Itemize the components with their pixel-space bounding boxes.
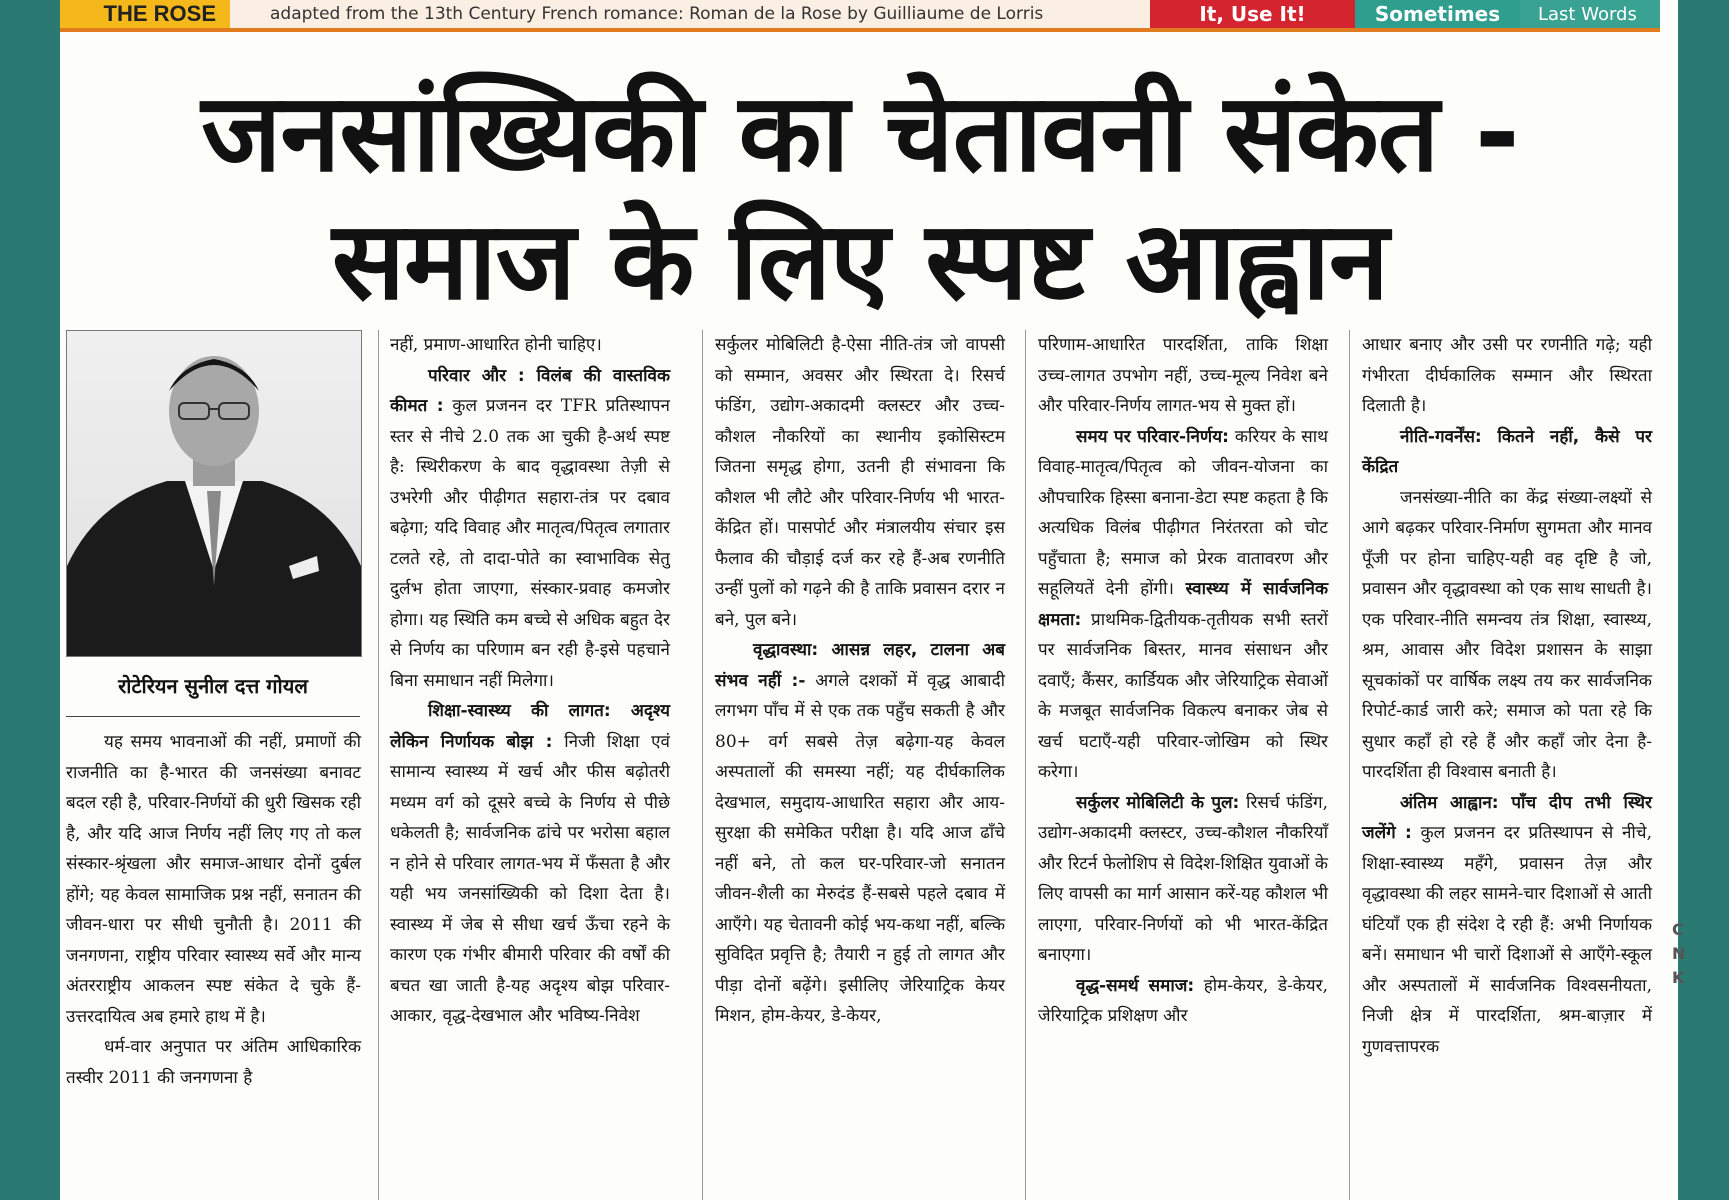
article-column-1 [66, 727, 361, 1093]
masthead-rule [60, 28, 1660, 32]
article-column-4 [1038, 330, 1328, 1032]
paragraph [1038, 422, 1328, 788]
author-byline: रोटेरियन सुनील दत्त गोयल [118, 674, 308, 698]
article-headline [60, 70, 1660, 326]
paragraph: आधार बनाए और उसी पर रणनीति गढ़े; यही गंभीरता दीर्घकालिक सम्मान और स्थिरता दिलाती है। [1362, 335, 1652, 416]
paragraph-text: कुल प्रजनन दर प्रतिस्थापन से नीचे, शिक्षा-स्वास्थ्य महँगे, प्रवासन तेज़ और वृद्धावस्था की लहर सामने-चार दिशाओं से आती घंटियाँ एक ही संदेश दे रही हैं: अभी निर्णायक बनें। समाधान भी चारों दिशाओं से आएँगे-स्कूल और अस्पतालों में सार्वजनिक विश्वसनीयता, निजी क्षेत्र में पारदर्शिता, श्रम-बाज़ार में गुणवत्तापरक [1362, 823, 1652, 1057]
column-divider [1025, 330, 1026, 1200]
paragraph: नहीं, प्रमाण-आधारित होनी चाहिए। [390, 335, 602, 355]
headline-line-2: समाज के लिए स्पष्ट आह्वान [332, 199, 1388, 324]
rose-label[interactable]: THE ROSE [60, 0, 230, 28]
paragraph [715, 635, 1005, 1032]
article-column-5 [1362, 330, 1652, 1062]
byline-divider [66, 716, 360, 717]
author-photo [66, 330, 362, 657]
column-divider [1349, 330, 1350, 1200]
headline-line-1: जनसांख्यिकी का चेतावनी संकेत - [201, 71, 1519, 196]
article-column-2 [390, 330, 670, 1032]
sometimes-label[interactable]: Sometimes [1355, 0, 1520, 28]
subheading: अंतिम आह्वान: पाँच दीप तभी स्थिर जलेंगे : [1362, 792, 1652, 843]
column-divider [702, 330, 703, 1200]
paragraph: जनसंख्या-नीति का केंद्र संख्या-लक्ष्यों से आगे बढ़कर परिवार-निर्माण सुगमता और मानव पूँजी पर होना चाहिए-यही वह दृष्टि है जो, प्रवासन और वृद्धावस्था को एक साथ साधती है। एक परिवार-नीति समन्वय तंत्र शिक्षा, स्वास्थ्य, श्रम, आवास और विदेश प्रशासन के साझा सूचकांकों पर वार्षिक लक्ष्य तय कर सार्वजनिक रिपोर्ट-कार्ड जारी करे; समाज को पता रहे कि सुधार कहाँ हो रहे हैं और कहाँ जोर देना है-पारदर्शिता ही विश्वास बनाती है। [1362, 487, 1652, 782]
subheading: वृद्धावस्था: आसन्न लहर, टालना अब संभव नहीं :- [715, 640, 1005, 691]
newspaper-page [60, 0, 1686, 1200]
paragraph: परिणाम-आधारित पारदर्शिता, ताकि शिक्षा उच्च-लागत उपभोग नहीं, उच्च-मूल्य निवेश बने और परिवार-निर्णय लागत-भय से मुक्त हों। [1038, 335, 1328, 416]
subheading: नीति-गवर्नेंस: कितने नहीं, कैसे पर केंद्रित [1362, 426, 1652, 477]
column-divider [378, 330, 379, 1200]
adapted-caption: adapted from the 13th Century French romance: Roman de la Rose by Guilliaume de Lorris [230, 0, 1150, 28]
paragraph-text: कुल प्रजनन दर TFR प्रतिस्थापन स्तर से नीचे 2.0 तक आ चुकी है-अर्थ स्पष्ट है: स्थिरीकरण के बाद वृद्धावस्था तेज़ी से उभरेगी और पीढ़ीगत सहारा-तंत्र पर दबाव बढ़ेगा; यदि विवाह और मातृत्व/पितृत्व लगातार टलते रहे, तो दादा-पोते का स्वाभाविक सेतु दुर्लभ होता जाएगा, संस्कार-प्रवाह कमजोर होगा। यह स्थिति कम बच्चे से अधिक बहुत देर से निर्णय का परिणाम बन रही है-इसे पहचाने बिना समाधान नहीं मिलेगा। [390, 396, 670, 691]
paragraph-text: रिसर्च फंडिंग, उद्योग-अकादमी क्लस्टर, उच्च-कौशल नौकरियाँ और रिटर्न फेलोशिप से विदेश-शिक्षित युवाओं के लिए वापसी का मार्ग आसान करें-यह कौशल भी लाएगा, परिवार-निर्णयों को भी भारत-केंद्रित बनाएगा। [1038, 792, 1328, 965]
paragraph: धर्म-वार अनुपात पर अंतिम आधिकारिक तस्वीर 2011 की जनगणना है [66, 1037, 361, 1088]
paragraph: यह समय भावनाओं की नहीं, प्रमाणों की राजनीति का है-भारत की जनसंख्या बनावट बदल रही है, परिवार-निर्णयों की धुरी खिसक रही है, और यदि आज निर्णय नहीं लिए गए तो कल संस्कार-श्रृंखला और समाज-आधार दोनों दुर्बल होंगे; यह केवल सामाजिक प्रश्न नहीं, सनातन की जीवन-धारा पर सीधी चुनौती है। 2011 की जनगणना, राष्ट्रीय परिवार स्वास्थ्य सर्वे और मान्य अंतरराष्ट्रीय आकलन स्पष्ट संकेत दे चुके हैं-उत्तरदायित्व अब हमारे हाथ में है। [66, 732, 361, 1027]
subheading: समय पर परिवार-निर्णय: [1076, 426, 1229, 447]
paragraph [1362, 422, 1652, 483]
paragraph [1038, 788, 1328, 971]
paragraph [1038, 971, 1328, 1032]
paragraph-text: निजी शिक्षा एवं सामान्य स्वास्थ्य में खर्च और फीस बढ़ोतरी मध्यम वर्ग को दूसरे बच्चे के निर्णय से पीछे धकेलती है; सार्वजनिक ढांचे पर भरोसा बहाल न होने से परिवार लागत-भय में फँसता है और यही भय जनसांख्यिकी को दिशा देता है। स्वास्थ्य में जेब से सीधा खर्च ऊँचा रहने के कारण एक गंभीर बीमारी परिवार की वर्षों की बचत खा जाती है-यह अदृश्य बोझ परिवार-आकार, वृद्ध-देखभाल और भविष्य-निवेश [390, 731, 670, 1026]
subheading: वृद्ध-समर्थ समाज: [1076, 975, 1195, 996]
paragraph-text: अगले दशकों में वृद्ध आबादी लगभग पाँच में से एक तक पहुँच सकती है और 80+ वर्ग सबसे तेज़ बढ़ेगा-यह केवल अस्पतालों की समस्या नहीं; यह दीर्घकालिक देखभाल, समुदाय-आधारित सहारा और आय-सुरक्षा की समेकित परीक्षा है। यदि आज ढाँचे नहीं बने, तो कल घर-परिवार-जो सनातन जीवन-शैली का मेरुदंड हैं-सबसे पहले दबाव में आएँगे। यह चेतावनी कोई भय-कथा नहीं, बल्कि सुविदित प्रवृत्ति है; तैयारी न हुई तो लागत और पीड़ा दोनों बढ़ेंगे। इसीलिए जेरियाट्रिक केयर मिशन, होम-केयर, डे-केयर, [715, 670, 1005, 1026]
paragraph-text: होम-केयर, डे-केयर, जेरियाट्रिक प्रशिक्षण और [1038, 975, 1328, 1026]
paragraph: सर्कुलर मोबिलिटी है-ऐसा नीति-तंत्र जो वापसी को सम्मान, अवसर और स्थिरता दे। रिसर्च फंडिंग, उद्योग-अकादमी क्लस्टर और उच्च-कौशल नौकरियों का स्थानीय इकोसिस्टम जितना समृद्ध होगा, उतनी ही संभावना कि कौशल भी लौटे और परिवार-निर्णय भी भारत-केंद्रित हों। पासपोर्ट और मंत्रालयीय संचार इस फैलाव की चौड़ाई दर्ज कर रहे हैं-अब रणनीति उन्हीं पुलों को गढ़ने की है ताकि प्रवासन दरार न बने, पुल बने। [715, 335, 1005, 630]
subheading: शिक्षा-स्वास्थ्य की लागत: अदृश्य लेकिन निर्णायक बोझ : [390, 701, 670, 752]
last-words-label[interactable]: Last Words [1520, 0, 1660, 28]
paragraph [1362, 788, 1652, 1063]
paragraph [390, 361, 670, 697]
subheading: स्वास्थ्य में सार्वजनिक क्षमता: [1038, 579, 1328, 630]
use-it-label[interactable]: It, Use It! [1150, 0, 1355, 28]
masthead-strip [60, 0, 1660, 30]
paragraph-text: प्राथमिक-द्वितीयक-तृतीयक सभी स्तरों पर सार्वजनिक बिस्तर, मानव संसाधन और दवाएँ; कैंसर, कार्डियक और जेरियाट्रिक सेवाओं के मजबूत सार्वजनिक विकल्प बनाकर जेब से खर्च घटाएँ-यही परिवार-जोखिम को स्थिर करेगा। [1038, 609, 1328, 782]
paragraph [390, 696, 670, 1032]
subheading: परिवार और : विलंब की वास्तविक कीमत : [390, 365, 670, 416]
subheading: सर्कुलर मोबिलिटी के पुल: [1076, 792, 1240, 813]
author-portrait-icon [67, 331, 361, 656]
article-column-3 [715, 330, 1005, 1032]
paragraph-text: करियर के साथ विवाह-मातृत्व/पितृत्व को जीवन-योजना का औपचारिक हिस्सा बनाना-डेटा स्पष्ट कहता है कि अत्यधिक विलंब पीढ़ीगत निरंतरता को चोट पहुँचाता है; समाज को प्रेरक वातावरण और सहूलियतें देनी होंगी। [1038, 426, 1328, 599]
page-edge-letters: C N K [1672, 920, 1686, 987]
